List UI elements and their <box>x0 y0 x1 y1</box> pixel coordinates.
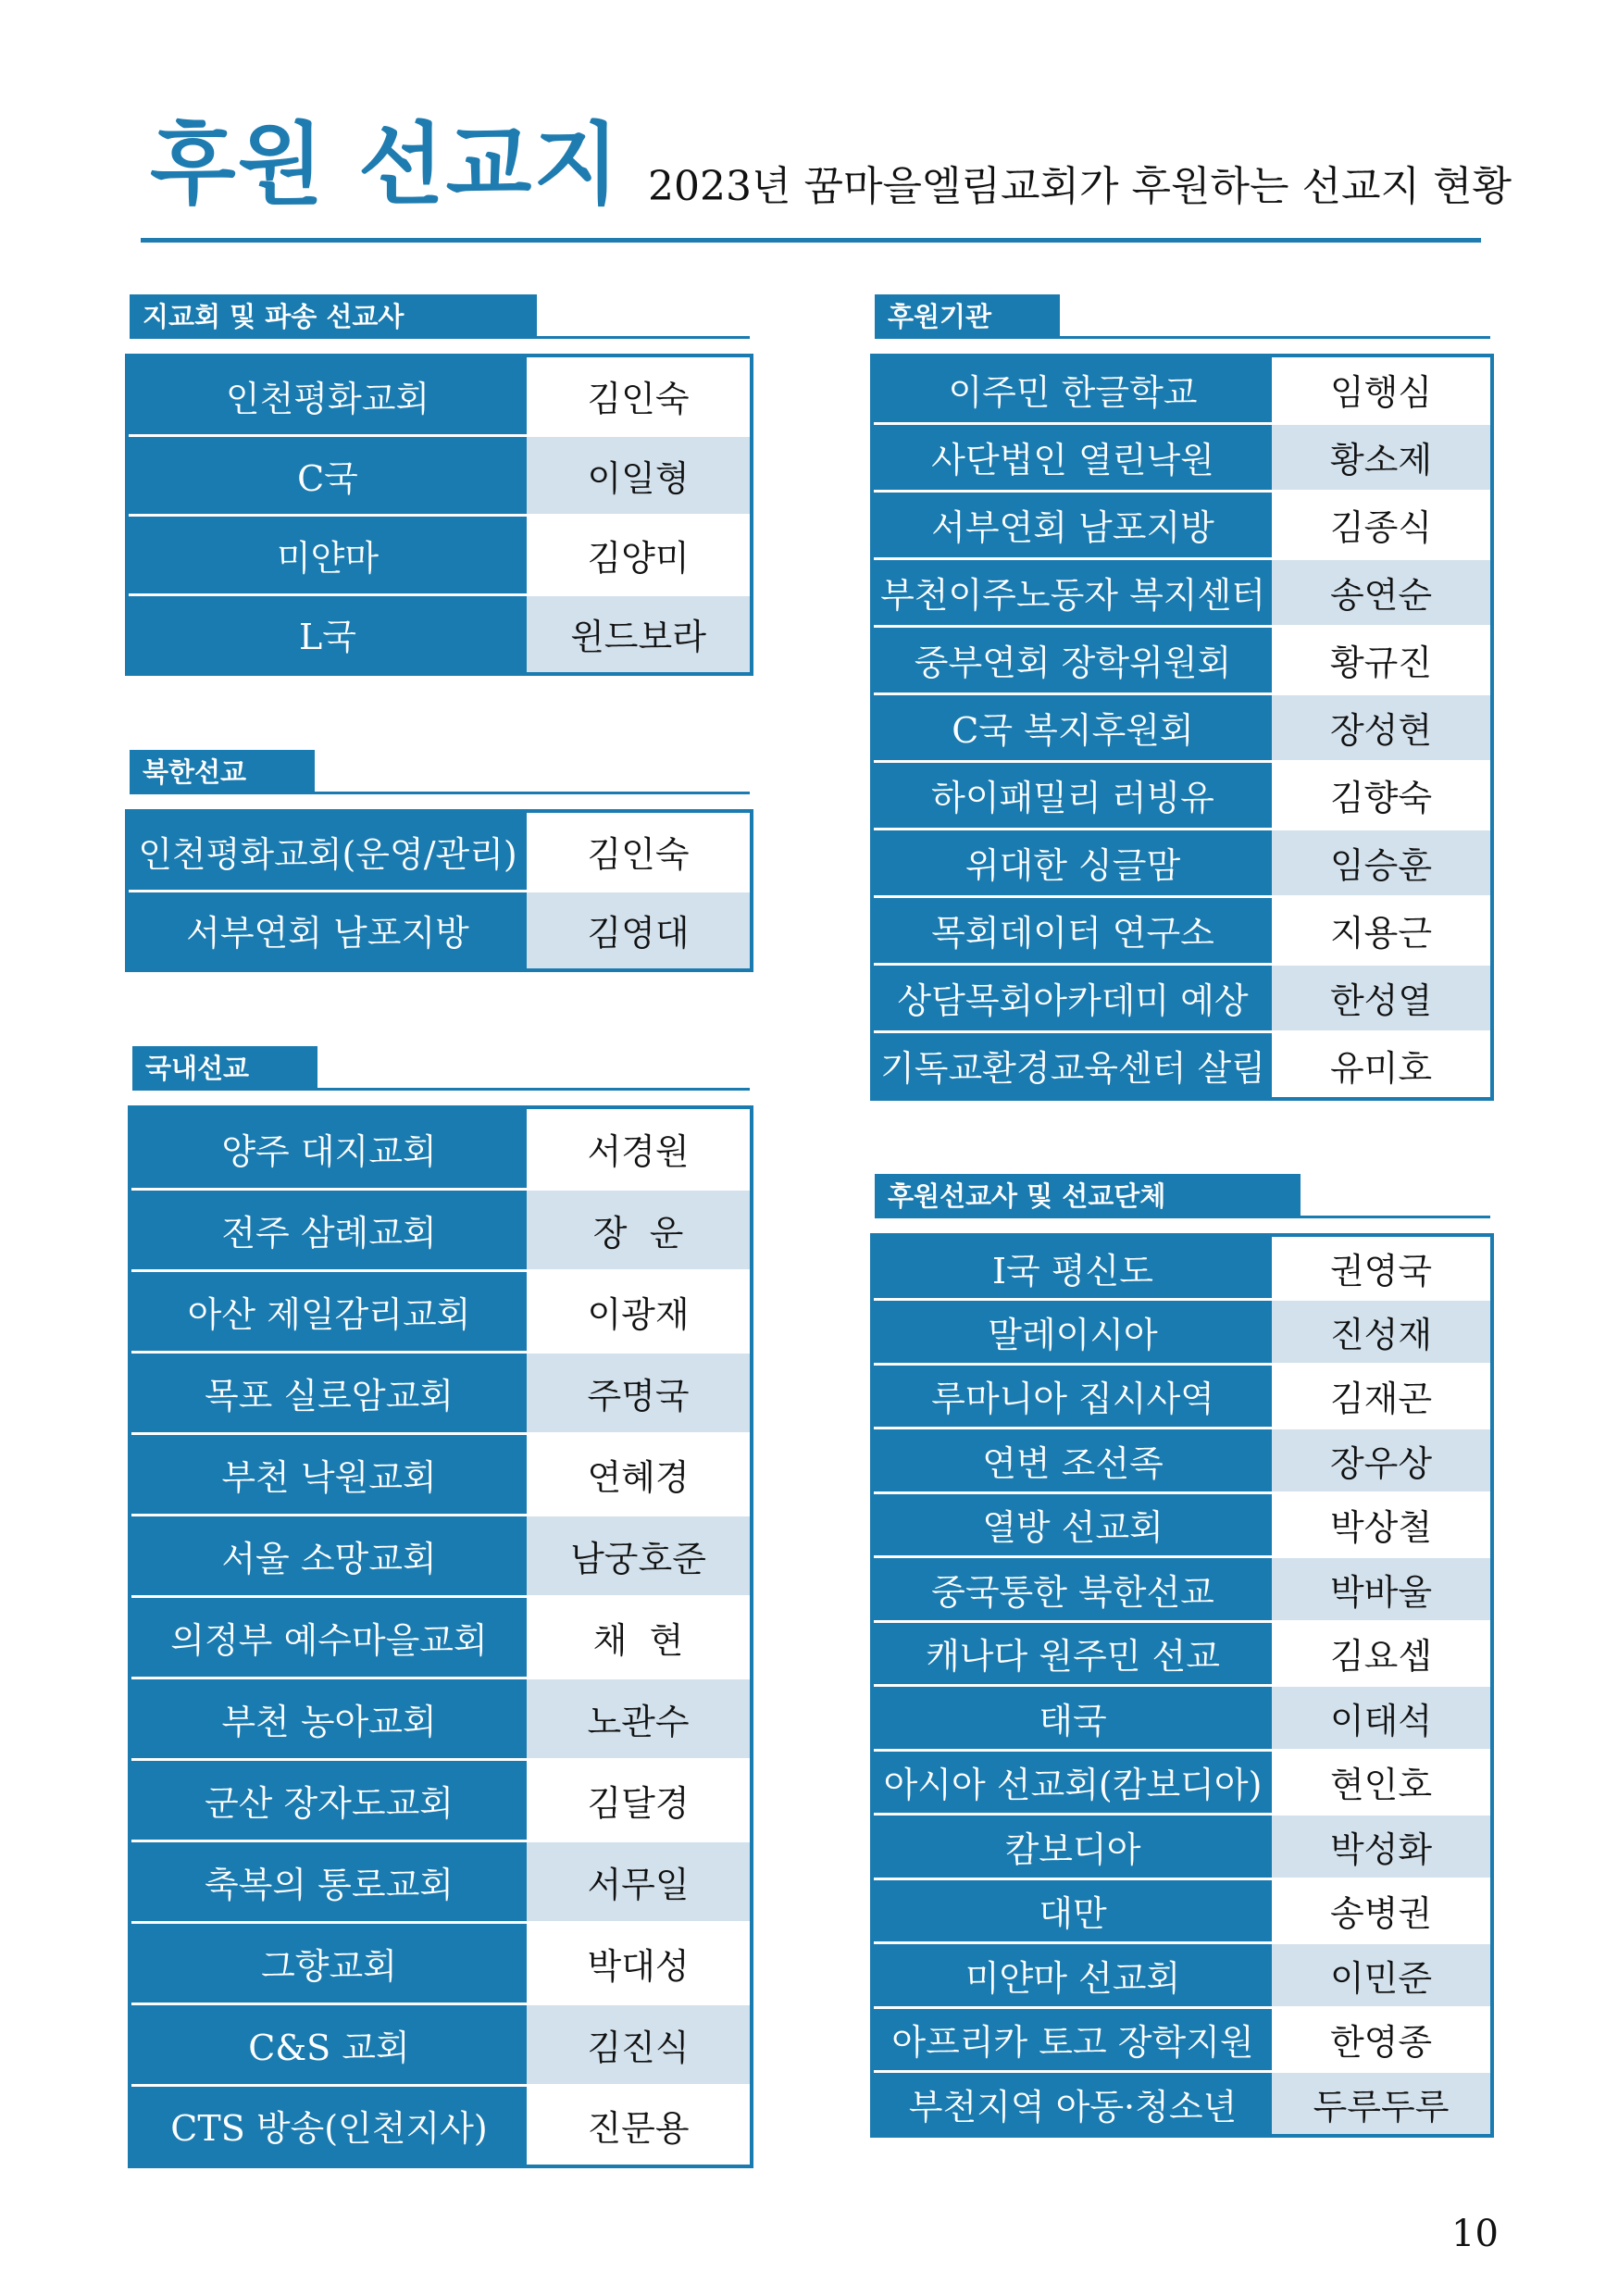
section-header <box>128 1046 750 1094</box>
row-label: 사단법인 열린낙원 <box>872 423 1272 491</box>
row-label: 부천지역 아동·청소년 <box>872 2072 1272 2137</box>
row-label: 의정부 예수마을교회 <box>130 1596 527 1678</box>
table-row <box>130 2003 752 2085</box>
row-label: 대만 <box>872 1878 1272 1943</box>
section-heading: 후원기관 <box>875 294 1060 339</box>
row-value: 송연순 <box>1272 558 1492 626</box>
table-row <box>127 811 752 891</box>
row-value: 노관수 <box>527 1678 752 1759</box>
table-row <box>127 891 752 970</box>
row-label: 중부연회 장학위원회 <box>872 626 1272 693</box>
row-value: 황규진 <box>1272 626 1492 693</box>
table-row <box>872 1031 1492 1099</box>
table-row <box>130 1678 752 1759</box>
page-number: 10 <box>1451 2213 1499 2255</box>
row-label: 기독교환경교육센터 살림 <box>872 1031 1272 1099</box>
row-label: 목회데이터 연구소 <box>872 896 1272 964</box>
row-value: 이광재 <box>527 1270 752 1352</box>
row-value: 임행심 <box>1272 356 1492 423</box>
row-value: 임승훈 <box>1272 829 1492 896</box>
row-value: 유미호 <box>1272 1031 1492 1099</box>
table-row <box>872 1557 1492 1622</box>
table-row <box>872 626 1492 693</box>
domestic-table <box>128 1105 753 2168</box>
row-label: 그향교회 <box>130 1922 527 2003</box>
title-divider <box>141 238 1481 243</box>
table-row <box>130 1189 752 1270</box>
section-rule <box>875 1216 1490 1218</box>
row-label: 중국통한 북한선교 <box>872 1557 1272 1622</box>
section-header <box>125 750 750 798</box>
table-row <box>872 423 1492 491</box>
row-value: 송병권 <box>1272 1878 1492 1943</box>
row-value: 황소제 <box>1272 423 1492 491</box>
section-rule <box>132 1088 750 1091</box>
page-subtitle: 2023년 꿈마을엘림교회가 후원하는 선교지 현황 <box>648 163 1512 210</box>
row-value: 이태석 <box>1272 1686 1492 1751</box>
row-label: 이주민 한글학교 <box>872 356 1272 423</box>
row-value: 김영대 <box>527 891 752 970</box>
orgs-table <box>870 354 1494 1101</box>
section-supported-missionaries <box>870 1174 1490 2138</box>
table-row <box>872 1815 1492 1879</box>
row-label: 축복의 통로교회 <box>130 1841 527 1922</box>
row-label: 상담목회아카데미 예상 <box>872 964 1272 1031</box>
row-label: 캐나다 원주민 선교 <box>872 1621 1272 1686</box>
row-value: 채 현 <box>527 1596 752 1678</box>
table-row <box>130 1922 752 2003</box>
row-value: 장성현 <box>1272 693 1492 761</box>
row-value: 서무일 <box>527 1841 752 1922</box>
table-row <box>872 761 1492 829</box>
row-value: 박상철 <box>1272 1492 1492 1557</box>
row-label: C국 <box>127 435 527 515</box>
row-label: L국 <box>127 594 527 674</box>
row-value: 박대성 <box>527 1922 752 2003</box>
table-row <box>130 1352 752 1433</box>
page-title: 후원 선교지 <box>150 113 622 217</box>
row-value: 박바울 <box>1272 1557 1492 1622</box>
section-heading: 국내선교 <box>132 1046 317 1091</box>
row-label: 아프리카 토고 장학지원 <box>872 2007 1272 2072</box>
row-value: 진문용 <box>527 2085 752 2166</box>
row-value: 장우상 <box>1272 1429 1492 1493</box>
section-header <box>870 1174 1490 1222</box>
section-supported-organizations <box>870 294 1490 1101</box>
row-value: 권영국 <box>1272 1235 1492 1300</box>
table-row <box>130 1433 752 1515</box>
row-value: 김인숙 <box>527 811 752 891</box>
row-label: CTS 방송(인천지사) <box>130 2085 527 2166</box>
row-value: 이일형 <box>527 435 752 515</box>
row-value: 두루두루 <box>1272 2072 1492 2137</box>
row-label: 군산 장자도교회 <box>130 1759 527 1841</box>
row-value: 서경원 <box>527 1107 752 1189</box>
row-label: 서부연회 남포지방 <box>872 491 1272 558</box>
row-label: 루마니아 집시사역 <box>872 1364 1272 1429</box>
row-label: 태국 <box>872 1686 1272 1751</box>
row-label: 아산 제일감리교회 <box>130 1270 527 1352</box>
section-branch-missionaries <box>125 294 750 676</box>
row-label: 말레이시아 <box>872 1300 1272 1365</box>
row-value: 남궁호준 <box>527 1515 752 1596</box>
row-label: 부천 농아교회 <box>130 1678 527 1759</box>
row-value: 현인호 <box>1272 1750 1492 1815</box>
table-row <box>872 1492 1492 1557</box>
row-label: 목포 실로암교회 <box>130 1352 527 1433</box>
table-row <box>130 2085 752 2166</box>
table-row <box>872 829 1492 896</box>
row-value: 이민준 <box>1272 1943 1492 2008</box>
row-value: 한영종 <box>1272 2007 1492 2072</box>
row-value: 김재곤 <box>1272 1364 1492 1429</box>
row-label: 전주 삼례교회 <box>130 1189 527 1270</box>
section-heading: 지교회 및 파송 선교사 <box>130 294 537 339</box>
table-row <box>127 594 752 674</box>
row-label: 열방 선교회 <box>872 1492 1272 1557</box>
row-value: 한성열 <box>1272 964 1492 1031</box>
row-value: 박성화 <box>1272 1815 1492 1879</box>
section-north-korea-mission <box>125 750 750 972</box>
row-label: 위대한 싱글맘 <box>872 829 1272 896</box>
row-label: C&S 교회 <box>130 2003 527 2085</box>
row-label: 서울 소망교회 <box>130 1515 527 1596</box>
table-row <box>872 1300 1492 1365</box>
row-label: 연변 조선족 <box>872 1429 1272 1493</box>
table-row <box>872 1943 1492 2008</box>
section-domestic-mission <box>128 1046 750 2168</box>
row-label: 아시아 선교회(캄보디아) <box>872 1750 1272 1815</box>
section-heading: 북한선교 <box>130 750 315 794</box>
section-heading: 후원선교사 및 선교단체 <box>875 1174 1301 1218</box>
table-row <box>130 1596 752 1678</box>
table-row <box>127 356 752 435</box>
table-row <box>872 558 1492 626</box>
row-value: 김종식 <box>1272 491 1492 558</box>
table-row <box>130 1759 752 1841</box>
row-label: 인천평화교회(운영/관리) <box>127 811 527 891</box>
table-row <box>872 1686 1492 1751</box>
row-value: 진성재 <box>1272 1300 1492 1365</box>
row-label: 부천 낙원교회 <box>130 1433 527 1515</box>
table-row <box>872 1364 1492 1429</box>
row-value: 주명국 <box>527 1352 752 1433</box>
row-value: 김양미 <box>527 515 752 594</box>
table-row <box>872 2072 1492 2137</box>
row-value: 장 운 <box>527 1189 752 1270</box>
north-table <box>125 809 753 972</box>
table-row <box>127 435 752 515</box>
row-value: 김진식 <box>527 2003 752 2085</box>
row-value: 연혜경 <box>527 1433 752 1515</box>
table-row <box>130 1841 752 1922</box>
table-row <box>127 515 752 594</box>
table-row <box>872 2007 1492 2072</box>
table-row <box>130 1515 752 1596</box>
table-row <box>872 693 1492 761</box>
table-row <box>130 1270 752 1352</box>
row-label: 캄보디아 <box>872 1815 1272 1879</box>
branch-table <box>125 354 753 676</box>
row-value: 김인숙 <box>527 356 752 435</box>
section-rule <box>130 792 750 794</box>
table-row <box>872 491 1492 558</box>
table-row <box>872 964 1492 1031</box>
table-row <box>130 1107 752 1189</box>
row-value: 김향숙 <box>1272 761 1492 829</box>
table-row <box>872 1621 1492 1686</box>
table-row <box>872 1878 1492 1943</box>
table-row <box>872 356 1492 423</box>
row-label: 부천이주노동자 복지센터 <box>872 558 1272 626</box>
missionaries-table <box>870 1233 1494 2138</box>
table-row <box>872 1750 1492 1815</box>
section-rule <box>130 336 750 339</box>
row-label: 서부연회 남포지방 <box>127 891 527 970</box>
row-label: I국 평신도 <box>872 1235 1272 1300</box>
row-value: 김달경 <box>527 1759 752 1841</box>
row-value: 윈드보라 <box>527 594 752 674</box>
row-label: 하이패밀리 러빙유 <box>872 761 1272 829</box>
row-label: 양주 대지교회 <box>130 1107 527 1189</box>
row-label: 인천평화교회 <box>127 356 527 435</box>
section-rule <box>875 336 1490 339</box>
row-label: 미얀마 <box>127 515 527 594</box>
section-header <box>125 294 750 343</box>
row-label: C국 복지후원회 <box>872 693 1272 761</box>
row-value: 김요셉 <box>1272 1621 1492 1686</box>
row-label: 미얀마 선교회 <box>872 1943 1272 2008</box>
table-row <box>872 896 1492 964</box>
table-row <box>872 1429 1492 1493</box>
table-row <box>872 1235 1492 1300</box>
section-header <box>870 294 1490 343</box>
row-value: 지용근 <box>1272 896 1492 964</box>
